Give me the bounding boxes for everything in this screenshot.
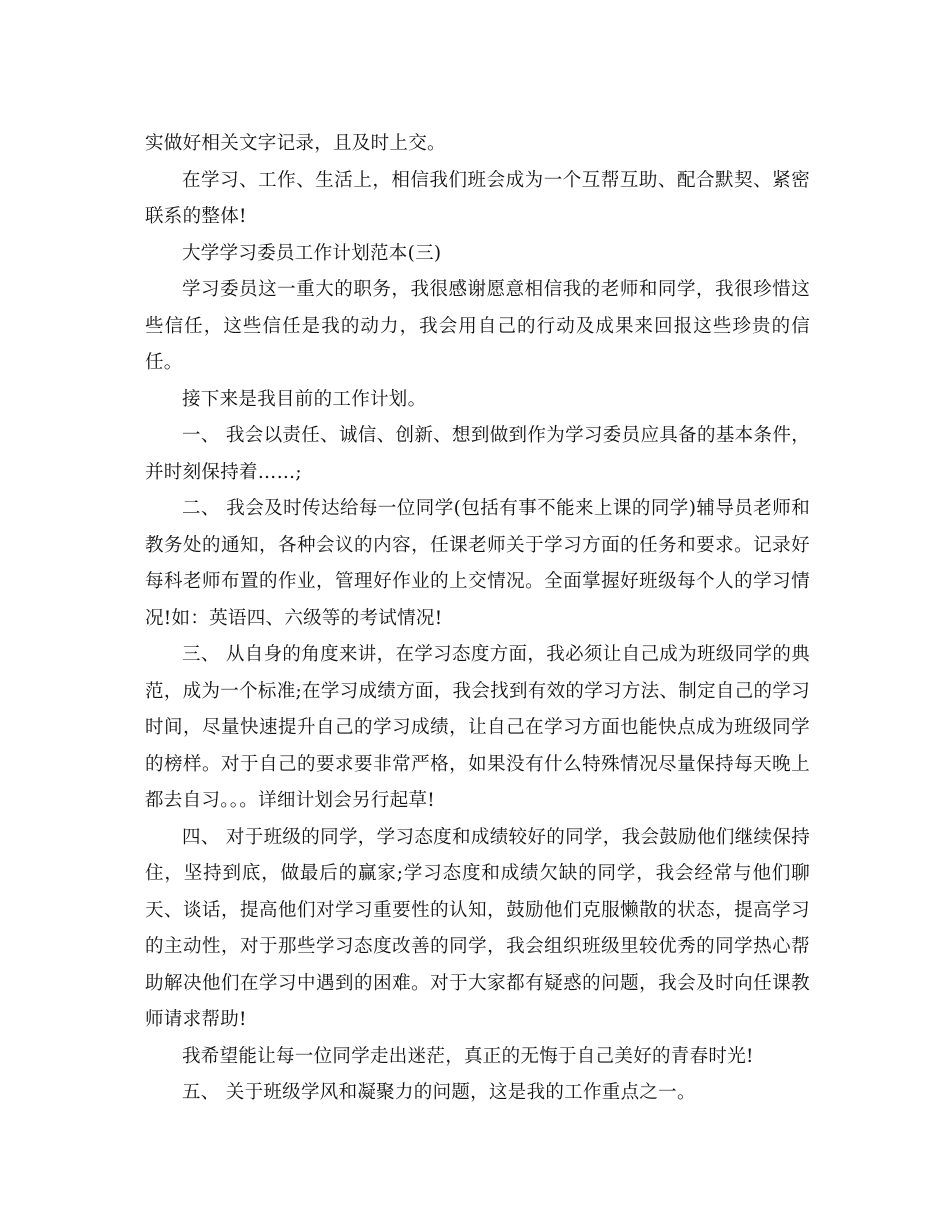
section-heading: 大学学习委员工作计划范本(三) <box>182 242 442 264</box>
paragraph-item-2: 二、 我会及时传达给每一位同学(包括有事不能来上课的同学)辅导员老师和教务处的通知，各种会议的内容，任课老师关于学习方面的任务和要求。记录好每科老师布置的作业，管理好作业的上交情况。全面掌握好班级每个人的学习情况!如：英语四、六级等的考试情况! <box>145 498 810 629</box>
document-body <box>145 126 810 1112</box>
paragraph-intro: 学习委员这一重大的职务，我很感谢愿意相信我的老师和同学，我很珍惜这些信任，这些信任是我的动力，我会用自己的行动及成果来回报这些珍贵的信任。 <box>145 279 810 373</box>
paragraph-class-unity: 在学习、工作、生活上，相信我们班会成为一个互帮互助、配合默契、紧密联系的整体! <box>145 169 810 227</box>
paragraph-item-1: 一、 我会以责任、诚信、创新、想到做到作为学习委员应具备的基本条件，并时刻保持着……; <box>145 425 810 483</box>
paragraph-hope: 我希望能让每一位同学走出迷茫，真正的无悔于自己美好的青春时光! <box>182 1045 754 1067</box>
paragraph-plan-lead: 接下来是我目前的工作计划。 <box>182 388 427 410</box>
paragraph-item-4: 四、 对于班级的同学，学习态度和成绩较好的同学，我会鼓励他们继续保持住，坚持到底，做最后的赢家;学习态度和成绩欠缺的同学，我会经常与他们聊天、谈话，提高他们对学习重要性的认知，鼓励他们克服懒散的状态，提高学习的主动性，对于那些学习态度改善的同学，我会组织班级里较优秀的同学热心帮助解决他们在学习中遇到的困难。对于大家都有疑惑的问题，我会及时向任课教师请求帮助! <box>145 826 810 1030</box>
paragraph-continuation: 实做好相关文字记录，且及时上交。 <box>145 133 446 154</box>
paragraph-item-5: 五、 关于班级学风和凝聚力的问题，这是我的工作重点之一。 <box>182 1082 696 1103</box>
paragraph-item-3: 三、 从自身的角度来讲，在学习态度方面，我必须让自己成为班级同学的典范，成为一个标准;在学习成绩方面，我会找到有效的学习方法、制定自己的学习时间，尽量快速提升自己的学习成绩，让自己在学习方面也能快点成为班级同学的榜样。对于自己的要求要非常严格，如果没有什么特殊情况尽量保持每天晚上都去自习。。。详细计划会另行起草! <box>145 644 810 811</box>
